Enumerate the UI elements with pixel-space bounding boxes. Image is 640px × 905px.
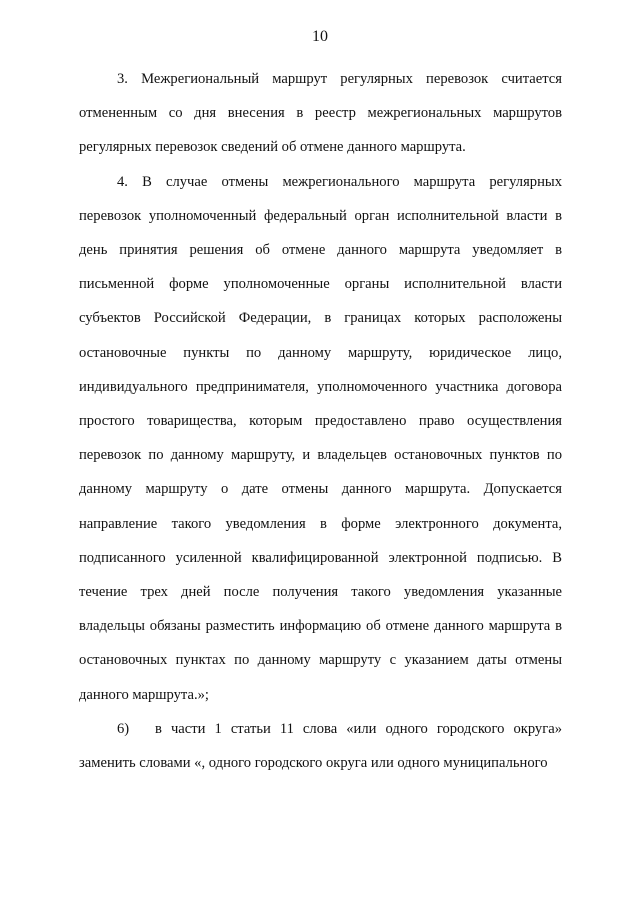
list-item-marker: 6) [117, 720, 130, 737]
paragraph-3: 3. Межрегиональный маршрут регулярных перевозок считается отмененным со дня внесения в реестр межрегиональных маршрутов регулярных перевозок сведений об отмене данного маршрута. [79, 71, 562, 156]
list-item-6 [79, 712, 562, 780]
page-number: 10 [312, 28, 328, 45]
document-body [79, 62, 562, 780]
paragraph-4: 4. В случае отмены межрегионального маршрута регулярных перевозок уполномоченный федеральный орган исполнительной власти в день принятия решения об отмене данного маршрута уведомляет в письменной форме уполномоченные органы исполнительной власти субъектов Российской Федерации, в границах которых расположены остановочные пункты по данному маршруту, юридическое лицо, индивидуального предпринимателя, уполномоченного участника договора простого товарищества, которым предоставлено право осуществления перевозок по данному маршруту, и владельцев остановочных пунктов по данному маршруту о дате отмены данного маршрута. Допускается направление такого уведомления в форме электронного документа, подписанного усиленной квалифицированной электронной подписью. В течение трех дней после получения такого уведомления указанные владельцы обязаны разместить информацию об отмене данного маршрута в остановочных пунктах по данному маршруту с указанием даты отмены данного маршрута.»; [79, 173, 562, 703]
list-item-text: в части 1 статьи 11 слова «или одного городского округа» заменить словами «, одного городского округа или одного муниципального [79, 720, 562, 772]
